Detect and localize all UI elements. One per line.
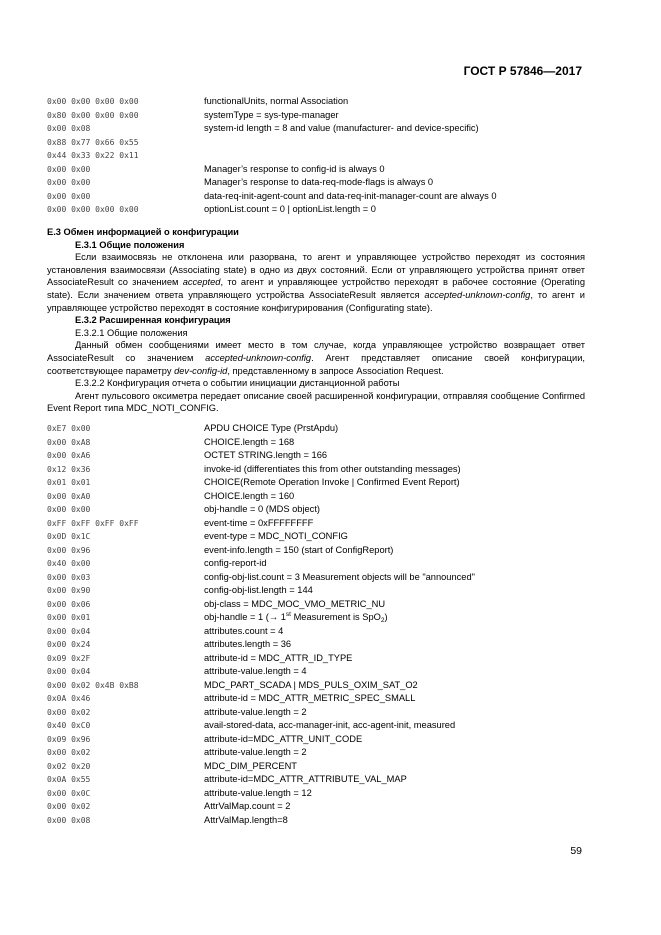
hex-bytes: 0x00 0x00 <box>47 164 91 174</box>
hex-bytes: 0x02 0x20 <box>47 761 91 771</box>
hex-bytes: 0x00 0x01 <box>47 613 91 622</box>
byte-description: obj-class = MDC_MOC_VMO_METRIC_NU <box>204 598 386 609</box>
hex-table-2 <box>47 422 475 827</box>
table-row <box>47 787 475 801</box>
table-row <box>47 800 475 814</box>
table-row <box>47 149 497 163</box>
table-row <box>47 517 475 531</box>
table-row <box>47 571 475 585</box>
byte-description: avail-stored-data, acc-manager-init, acc-agent-init, measured <box>204 720 456 730</box>
byte-description: MDC_DIM_PERCENT <box>204 760 297 771</box>
table-row <box>47 544 475 558</box>
byte-description <box>204 611 388 625</box>
hex-bytes: 0x09 0x2F <box>47 653 91 663</box>
hex-bytes: 0x00 0x90 <box>47 586 91 595</box>
byte-description: attribute-value.length = 4 <box>204 666 307 676</box>
byte-description: APDU CHOICE Type (PrstApdu) <box>204 423 339 433</box>
hex-bytes: 0x09 0x96 <box>47 734 91 744</box>
hex-bytes: 0x88 0x77 0x66 0x55 <box>47 137 139 147</box>
table-row <box>47 652 475 666</box>
standard-number: ГОСТ Р 57846—2017 <box>463 64 582 78</box>
table-row <box>47 122 497 136</box>
emphasis-text: dev-config-id <box>174 365 228 376</box>
hex-bytes: 0x00 0x02 <box>47 707 91 717</box>
table-row <box>47 190 497 204</box>
byte-description: CHOICE.length = 160 <box>204 490 295 501</box>
byte-description: system-id length = 8 and value (manufacturer- and device-specific) <box>204 123 479 133</box>
byte-description: CHOICE(Remote Operation Invoke | Confirmed Event Report) <box>204 477 460 487</box>
hex-bytes: 0x0A 0x55 <box>47 775 91 784</box>
byte-description: Manager’s response to data-req-mode-flags is always 0 <box>204 177 434 187</box>
byte-description: AttrValMap.length=8 <box>204 814 288 825</box>
table-row <box>47 136 497 150</box>
hex-bytes: 0x00 0x03 <box>47 572 91 582</box>
table-row <box>47 746 475 760</box>
byte-description: data-req-init-agent-count and data-req-init-manager-count are always 0 <box>204 190 497 201</box>
table-row <box>47 719 475 733</box>
hex-bytes: 0x00 0x96 <box>47 545 91 555</box>
byte-description: attribute-id = MDC_ATTR_ID_TYPE <box>204 652 353 663</box>
byte-description: event-type = MDC_NOTI_CONFIG <box>204 531 348 541</box>
hex-bytes: 0x40 0x00 <box>47 559 91 568</box>
subsection-heading-e321: Е.3.2.1 Общие положения <box>75 327 188 338</box>
table-row <box>47 203 497 217</box>
byte-description: invoke-id (differentiates this from other outstanding messages) <box>204 463 461 474</box>
table-row <box>47 109 497 123</box>
byte-description: OCTET STRING.length = 166 <box>204 450 328 460</box>
byte-description: attributes.count = 4 <box>204 625 284 636</box>
byte-description: attribute-id=MDC_ATTR_ATTRIBUTE_VAL_MAP <box>204 774 407 784</box>
byte-description: Manager’s response to config-id is always 0 <box>204 163 385 174</box>
table-row <box>47 611 475 625</box>
table-row <box>47 733 475 747</box>
table-row <box>47 773 475 787</box>
byte-description: event-time = 0xFFFFFFFF <box>204 517 314 528</box>
hex-bytes: 0x00 0x00 <box>47 191 91 201</box>
hex-bytes: 0x00 0x08 <box>47 815 91 825</box>
hex-bytes: 0x00 0x06 <box>47 599 91 609</box>
hex-bytes: 0x00 0x24 <box>47 640 91 649</box>
byte-description: config-obj-list.length = 144 <box>204 585 313 595</box>
hex-bytes: 0x44 0x33 0x22 0x11 <box>47 151 139 160</box>
hex-bytes: 0x01 0x01 <box>47 478 91 487</box>
text-run: Если взаимосвязь не отклонена или разорвана, то агент и управляющее устройство переходят из состояния установления взаимосвязи (Associating state) в одно из двух состояний. Если от управляющего устройства принят ответ AssociateResult со значением <box>47 252 585 288</box>
byte-description: CHOICE.length = 168 <box>204 436 295 447</box>
byte-description: event-info.length = 150 (start of ConfigReport) <box>204 544 394 555</box>
hex-bytes: 0x00 0xA8 <box>47 437 91 447</box>
byte-description: MDC_PART_SCADA | MDS_PULS_OXIM_SAT_O2 <box>204 679 418 690</box>
table-row <box>47 95 497 109</box>
hex-bytes: 0x00 0x04 <box>47 626 91 636</box>
hex-bytes: 0xE7 0x00 <box>47 424 91 433</box>
table-row <box>47 476 475 490</box>
text-run: , то агент и управляющее устройство переходят в состояние конфигурирования (Configurating state). <box>47 289 585 313</box>
table-row <box>47 557 475 571</box>
hex-bytes: 0x00 0x00 <box>47 505 91 514</box>
table-row <box>47 638 475 652</box>
byte-description: attribute-value.length = 2 <box>204 747 307 757</box>
table-row <box>47 463 475 477</box>
text-run: Measurement is SpO <box>290 612 381 622</box>
text-run: , представленному в запросе Association Request. <box>227 365 444 376</box>
text-run: , то агент и управляющее устройство переходят в рабочее состояние (Operating state). Если значением ответа управляющего устройства AssociateResult является <box>47 277 585 300</box>
hex-bytes: 0x00 0x02 0x4B 0xB8 <box>47 680 139 690</box>
byte-description: attribute-value.length = 12 <box>204 787 312 798</box>
hex-table-1 <box>47 95 497 217</box>
table-row <box>47 598 475 612</box>
subsection-heading-e32: Е.3.2 Расширенная конфигурация <box>75 315 231 326</box>
table-row <box>47 665 475 679</box>
table-row <box>47 163 497 177</box>
table-row <box>47 490 475 504</box>
hex-bytes: 0x0A 0x46 <box>47 694 91 703</box>
hex-bytes: 0x12 0x36 <box>47 464 91 474</box>
hex-bytes: 0x00 0xA6 <box>47 451 91 460</box>
byte-description: attributes.length = 36 <box>204 639 292 649</box>
table-row <box>47 706 475 720</box>
table-row <box>47 422 475 436</box>
text-run: . Агент представляет описание своей конфигурации, соответствующее параметру <box>47 352 585 376</box>
byte-description: config-obj-list.count = 3 Measurement objects will be "announced" <box>204 571 475 582</box>
byte-description: attribute-id = MDC_ATTR_METRIC_SPEC_SMALL <box>204 693 416 703</box>
byte-description: attribute-id=MDC_ATTR_UNIT_CODE <box>204 733 363 744</box>
text-run: obj-handle = 1 (→ 1 <box>204 612 286 622</box>
emphasis-text: accepted-unknown-config <box>205 352 312 363</box>
hex-bytes: 0x40 0xC0 <box>47 721 91 730</box>
superscript: st <box>285 611 291 618</box>
hex-bytes: 0x00 0x04 <box>47 667 91 676</box>
paragraph-e322: Агент пульсового оксиметра передает описание своей расширенной конфигурации, отправляя сообщение Confirmed Event Report типа MDC_NOTI_CONFIG. <box>47 390 585 414</box>
table-row <box>47 814 475 828</box>
text-run: ) <box>384 612 388 622</box>
table-row <box>47 503 475 517</box>
emphasis-text: accepted <box>182 277 221 288</box>
hex-bytes: 0x80 0x00 0x00 0x00 <box>47 110 139 120</box>
byte-description: systemType = sys-type-manager <box>204 109 339 120</box>
hex-bytes: 0xFF 0xFF 0xFF 0xFF <box>47 518 139 528</box>
hex-bytes: 0x00 0x00 0x00 0x00 <box>47 97 139 106</box>
hex-bytes: 0x00 0x08 <box>47 124 91 133</box>
hex-bytes: 0x00 0x00 <box>47 178 91 187</box>
subscript: 2 <box>380 617 385 624</box>
page-number: 59 <box>570 845 582 857</box>
hex-bytes: 0x00 0x02 <box>47 802 91 811</box>
byte-description: AttrValMap.count = 2 <box>204 801 291 811</box>
table-row <box>47 625 475 639</box>
table-row <box>47 584 475 598</box>
table-row <box>47 530 475 544</box>
table-row <box>47 760 475 774</box>
paragraph-e31 <box>47 251 585 314</box>
hex-bytes: 0x00 0xA0 <box>47 491 91 501</box>
table-row <box>47 436 475 450</box>
byte-description: attribute-value.length = 2 <box>204 706 307 717</box>
subsection-heading-e322: Е.3.2.2 Конфигурация отчета о событии инициации дистанционной работы <box>75 378 400 389</box>
hex-bytes: 0x0D 0x1C <box>47 532 91 541</box>
byte-description: functionalUnits, normal Association <box>204 96 349 106</box>
byte-description: obj-handle = 0 (MDS object) <box>204 504 321 514</box>
byte-description: optionList.count = 0 | optionList.length = 0 <box>204 204 376 214</box>
hex-bytes: 0x00 0x00 0x00 0x00 <box>47 205 139 214</box>
section-heading-e3: Е.3 Обмен информацией о конфигурации <box>47 227 239 237</box>
text-run: Данный обмен сообщениями имеет место в том случае, когда управляющее устройство возвращает ответ AssociateResult со значением <box>47 340 585 363</box>
table-row <box>47 679 475 693</box>
emphasis-text: accepted-unknown-config <box>424 289 531 300</box>
table-row <box>47 692 475 706</box>
byte-description: config-report-id <box>204 558 267 568</box>
body-text <box>47 226 585 415</box>
subsection-heading-e31: Е.3.1 Общие положения <box>75 239 185 250</box>
hex-bytes: 0x00 0x0C <box>47 788 91 798</box>
paragraph-e321 <box>47 339 585 377</box>
hex-bytes: 0x00 0x02 <box>47 748 91 757</box>
table-row <box>47 176 497 190</box>
table-row <box>47 449 475 463</box>
